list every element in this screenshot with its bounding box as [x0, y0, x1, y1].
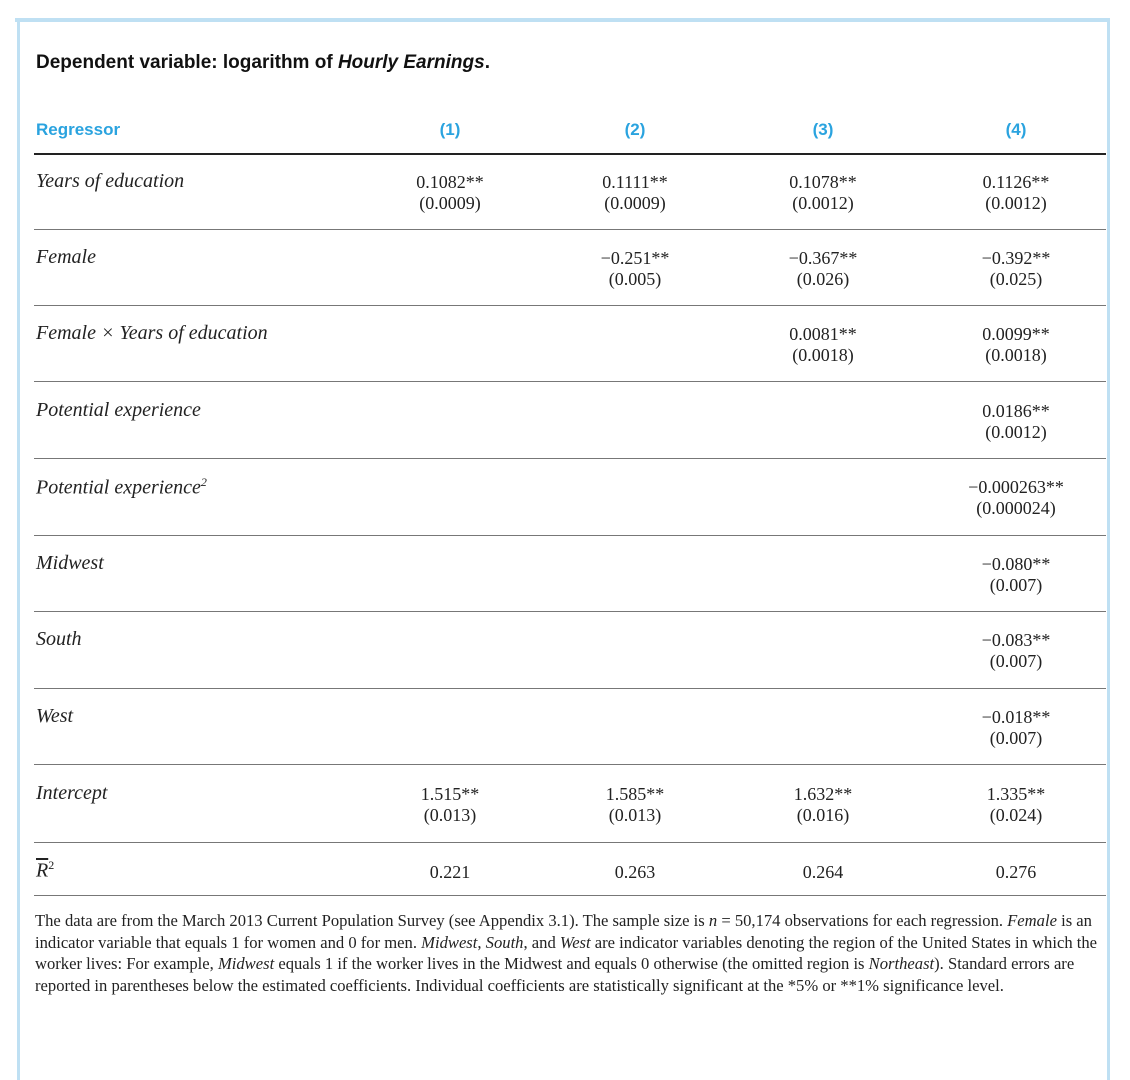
cell-south-4: −0.083** (0.007)	[981, 630, 1051, 671]
row-label-potential-experience-squared: Potential experience$^2$	[36, 475, 207, 499]
heading-prefix: Dependent variable: logarithm of	[36, 52, 338, 73]
cell-exper2-4: −0.000263** (0.000024)	[968, 477, 1064, 518]
heading-emphasis: Hourly Earnings	[337, 52, 485, 73]
row-divider	[34, 688, 1106, 689]
cell-educ-1: 0.1082** (0.0009)	[416, 172, 484, 213]
cell-educ-2: 0.1111** (0.0009)	[602, 172, 668, 213]
cell-intercept-3: 1.632** (0.016)	[793, 784, 853, 825]
cell-rbar2-1: 0.221	[429, 862, 471, 882]
table-bottom-rule	[34, 895, 1106, 896]
row-divider	[34, 842, 1106, 843]
cell-intercept-2: 1.585** (0.013)	[605, 784, 665, 825]
heading-suffix: .	[484, 52, 490, 73]
cell-educ-3: 0.1078** (0.0012)	[789, 172, 857, 213]
row-label-years-of-education: Years of education	[36, 170, 185, 192]
right-border	[1107, 18, 1110, 1080]
row-label-female-x-education: Female × Years of education	[36, 322, 268, 344]
row-divider	[34, 381, 1106, 382]
cell-interaction-4: 0.0099** (0.0018)	[982, 324, 1050, 365]
cell-interaction-3: 0.0081** (0.0018)	[789, 324, 857, 365]
cell-female-3: −0.367** (0.026)	[788, 248, 858, 289]
column-header-4: (4)	[1005, 120, 1027, 139]
table-footnote: The data are from the March 2013 Current Population Survey (see Appendix 3.1). The sample size is n = 50,174 observations for each regression. Female is an indicator variable that equals 1 for women and 0 for men. Midwest, South, and West are indicator variables denoting the region of the United States in which the worker lives: For example, Midwest equals 1 if the worker lives in the Midwest and equals 0 otherwise (the omitted region is Northeast). Standard errors are reported in parentheses below the estimated coefficients. Individual coefficients are statistically significant at the *5% or **1% significance level.	[35, 911, 1098, 995]
cell-west-4: −0.018** (0.007)	[981, 707, 1051, 748]
header-rule	[34, 153, 1106, 155]
cell-exper-4: 0.0186** (0.0012)	[982, 401, 1050, 442]
regression-table-panel	[20, 22, 1107, 1080]
cell-intercept-4: 1.335** (0.024)	[986, 784, 1046, 825]
row-divider	[34, 229, 1106, 230]
cell-female-2: −0.251** (0.005)	[600, 248, 670, 289]
column-header-2: (2)	[624, 120, 646, 139]
row-label-potential-experience: Potential experience	[36, 399, 201, 421]
column-header-regressor: Regressor	[36, 120, 121, 139]
row-divider	[34, 611, 1106, 612]
row-label-adjusted-r-squared: $\overline{R}^2$	[36, 858, 55, 882]
cell-female-4: −0.392** (0.025)	[981, 248, 1051, 289]
row-label-west: West	[36, 705, 74, 727]
cell-midwest-4: −0.080** (0.007)	[981, 554, 1051, 595]
row-divider	[34, 305, 1106, 306]
cell-rbar2-4: 0.276	[995, 862, 1037, 882]
row-label-south: South	[36, 628, 82, 650]
cell-intercept-1: 1.515** (0.013)	[420, 784, 480, 825]
row-label-female: Female	[36, 246, 96, 268]
row-label-midwest: Midwest	[36, 552, 104, 574]
row-divider	[34, 458, 1106, 459]
row-divider	[34, 764, 1106, 765]
column-header-3: (3)	[812, 120, 834, 139]
column-header-1: (1)	[439, 120, 461, 139]
row-label-intercept: Intercept	[36, 782, 108, 804]
table-heading	[36, 52, 490, 74]
cell-educ-4: 0.1126** (0.0012)	[982, 172, 1050, 213]
cell-rbar2-3: 0.264	[802, 862, 844, 882]
row-divider	[34, 535, 1106, 536]
cell-rbar2-2: 0.263	[614, 862, 656, 882]
